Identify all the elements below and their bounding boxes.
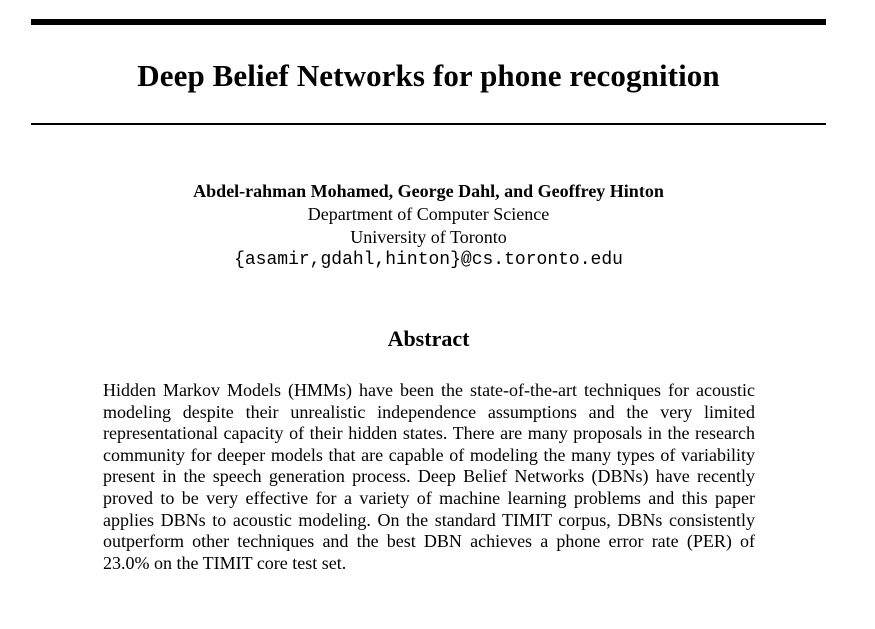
department: Department of Computer Science [307, 204, 550, 224]
top-rule [31, 19, 826, 25]
title-underline-rule [31, 123, 826, 125]
paper-title: Deep Belief Networks for phone recognition [137, 58, 720, 93]
author-names: Abdel-rahman Mohamed, George Dahl, and Geoffrey Hinton [193, 181, 664, 201]
abstract-heading: Abstract [387, 326, 470, 351]
author-block [31, 180, 826, 272]
university: University of Toronto [350, 227, 507, 247]
abstract-text: Hidden Markov Models (HMMs) have been the state-of-the-art techniques for acoustic modeling despite their unrealistic independence assumptions and the very limited representational capacity of their hidden states. There are many proposals in the research community for deeper models that are capable of modeling the many types of variability present in the speech generation process. Deep Belief Networks (DBNs) have recently proved to be very effective for a variety of machine learning problems and this paper applies DBNs to acoustic modeling. On the standard TIMIT corpus, DBNs consistently outperform other techniques and the best DBN achieves a phone error rate (PER) of 23.0% on the TIMIT core test set. [103, 380, 755, 573]
author-emails: {asamir,gdahl,hinton}@cs.toronto.edu [234, 250, 623, 270]
